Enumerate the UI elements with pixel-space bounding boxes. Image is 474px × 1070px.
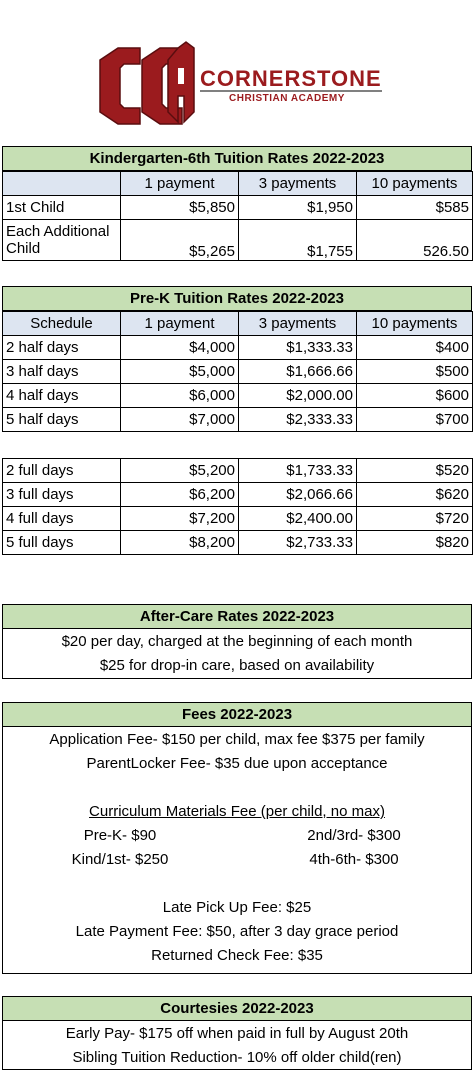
- column-header: 1 payment: [121, 172, 239, 196]
- three-payments-cell: $2,333.33: [239, 408, 357, 432]
- column-header: [3, 172, 121, 196]
- table-row: [3, 360, 473, 384]
- prek-full-day-section: [2, 458, 472, 555]
- prek-half-day-table: [2, 311, 473, 432]
- one-payment-cell: $5,850: [121, 196, 239, 220]
- three-payments-cell: $1,733.33: [239, 459, 357, 483]
- prek-materials-fee: Pre-K- $90: [83, 827, 157, 844]
- grade-2-3-materials-fee: 2nd/3rd- $300: [307, 827, 401, 844]
- column-header: 10 payments: [357, 172, 473, 196]
- one-payment-cell: $6,000: [121, 384, 239, 408]
- three-payments-cell: $1,666.66: [239, 360, 357, 384]
- courtesy-line: Early Pay- $175 off when paid in full by August 20th: [65, 1025, 409, 1042]
- three-payments-cell: $2,066.66: [239, 483, 357, 507]
- three-payments-cell: $1,333.33: [239, 336, 357, 360]
- ten-payments-cell: 526.50: [357, 220, 473, 261]
- row-label: 2 full days: [3, 459, 121, 483]
- k6-table: [2, 171, 473, 261]
- late-payment-fee: Late Payment Fee: $50, after 3 day grace period: [75, 923, 399, 940]
- k6-header-row: [3, 172, 473, 196]
- logo-name: CORNERSTONE: [200, 66, 382, 91]
- one-payment-cell: $8,200: [121, 531, 239, 555]
- courtesy-line: Sibling Tuition Reduction- 10% off older child(ren): [72, 1049, 402, 1066]
- table-row: [3, 459, 473, 483]
- row-label: 4 half days: [3, 384, 121, 408]
- kind-1-materials-fee: Kind/1st- $250: [71, 851, 169, 868]
- curriculum-row: [3, 824, 471, 848]
- prek-header-row: [3, 312, 473, 336]
- one-payment-cell: $6,200: [121, 483, 239, 507]
- logo-subtitle: CHRISTIAN ACADEMY: [229, 93, 345, 104]
- column-header: 10 payments: [357, 312, 473, 336]
- prek-tuition-section: [2, 286, 472, 432]
- row-label: 5 half days: [3, 408, 121, 432]
- row-label: 3 half days: [3, 360, 121, 384]
- ten-payments-cell: $400: [357, 336, 473, 360]
- table-row: [3, 384, 473, 408]
- one-payment-cell: $4,000: [121, 336, 239, 360]
- aftercare-title: After-Care Rates 2022-2023: [2, 604, 472, 629]
- table-row: [3, 336, 473, 360]
- table-row: [3, 531, 473, 555]
- prek-title: Pre-K Tuition Rates 2022-2023: [2, 286, 472, 311]
- fees-box: [2, 727, 472, 974]
- one-payment-cell: $5,200: [121, 459, 239, 483]
- column-header: 3 payments: [239, 172, 357, 196]
- table-row: [3, 196, 473, 220]
- k6-title: Kindergarten-6th Tuition Rates 2022-2023: [2, 146, 472, 171]
- three-payments-cell: $2,000.00: [239, 384, 357, 408]
- table-row: [3, 220, 473, 261]
- row-label: 5 full days: [3, 531, 121, 555]
- courtesies-title: Courtesies 2022-2023: [2, 996, 472, 1021]
- one-payment-cell: $5,000: [121, 360, 239, 384]
- row-label: 2 half days: [3, 336, 121, 360]
- row-label: 4 full days: [3, 507, 121, 531]
- curriculum-row: [3, 848, 471, 872]
- late-pickup-fee: Late Pick Up Fee: $25: [162, 899, 312, 916]
- grade-4-6-materials-fee: 4th-6th- $300: [309, 851, 399, 868]
- aftercare-section: [2, 604, 472, 679]
- column-header: 1 payment: [121, 312, 239, 336]
- parentlocker-fee: ParentLocker Fee- $35 due upon acceptance: [86, 755, 388, 772]
- table-row: [3, 507, 473, 531]
- one-payment-cell: $7,000: [121, 408, 239, 432]
- school-logo: [0, 0, 474, 140]
- k6-tuition-section: [2, 146, 472, 261]
- ten-payments-cell: $820: [357, 531, 473, 555]
- courtesies-section: [2, 996, 472, 1070]
- ten-payments-cell: $600: [357, 384, 473, 408]
- ten-payments-cell: $620: [357, 483, 473, 507]
- ten-payments-cell: $720: [357, 507, 473, 531]
- courtesies-box: [2, 1021, 472, 1070]
- one-payment-cell: $5,265: [121, 220, 239, 261]
- application-fee: Application Fee- $150 per child, max fee $375 per family: [49, 731, 425, 748]
- curriculum-heading: Curriculum Materials Fee (per child, no max): [89, 803, 385, 820]
- fees-section: [2, 702, 472, 974]
- column-header: Schedule: [3, 312, 121, 336]
- column-header: 3 payments: [239, 312, 357, 336]
- fees-title: Fees 2022-2023: [2, 702, 472, 727]
- three-payments-cell: $1,950: [239, 196, 357, 220]
- aftercare-box: [2, 629, 472, 679]
- ten-payments-cell: $585: [357, 196, 473, 220]
- cca-logo-mark: [0, 0, 474, 140]
- three-payments-cell: $2,733.33: [239, 531, 357, 555]
- aftercare-line: $25 for drop-in care, based on availability: [99, 657, 375, 674]
- table-row: [3, 408, 473, 432]
- one-payment-cell: $7,200: [121, 507, 239, 531]
- row-label: 1st Child: [3, 196, 121, 220]
- row-label: 3 full days: [3, 483, 121, 507]
- ten-payments-cell: $500: [357, 360, 473, 384]
- table-row: [3, 483, 473, 507]
- row-label: Each Additional Child: [3, 220, 121, 261]
- ten-payments-cell: $700: [357, 408, 473, 432]
- aftercare-line: $20 per day, charged at the beginning of each month: [61, 633, 413, 650]
- ten-payments-cell: $520: [357, 459, 473, 483]
- three-payments-cell: $2,400.00: [239, 507, 357, 531]
- three-payments-cell: $1,755: [239, 220, 357, 261]
- returned-check-fee: Returned Check Fee: $35: [151, 947, 323, 964]
- prek-full-day-table: [2, 458, 473, 555]
